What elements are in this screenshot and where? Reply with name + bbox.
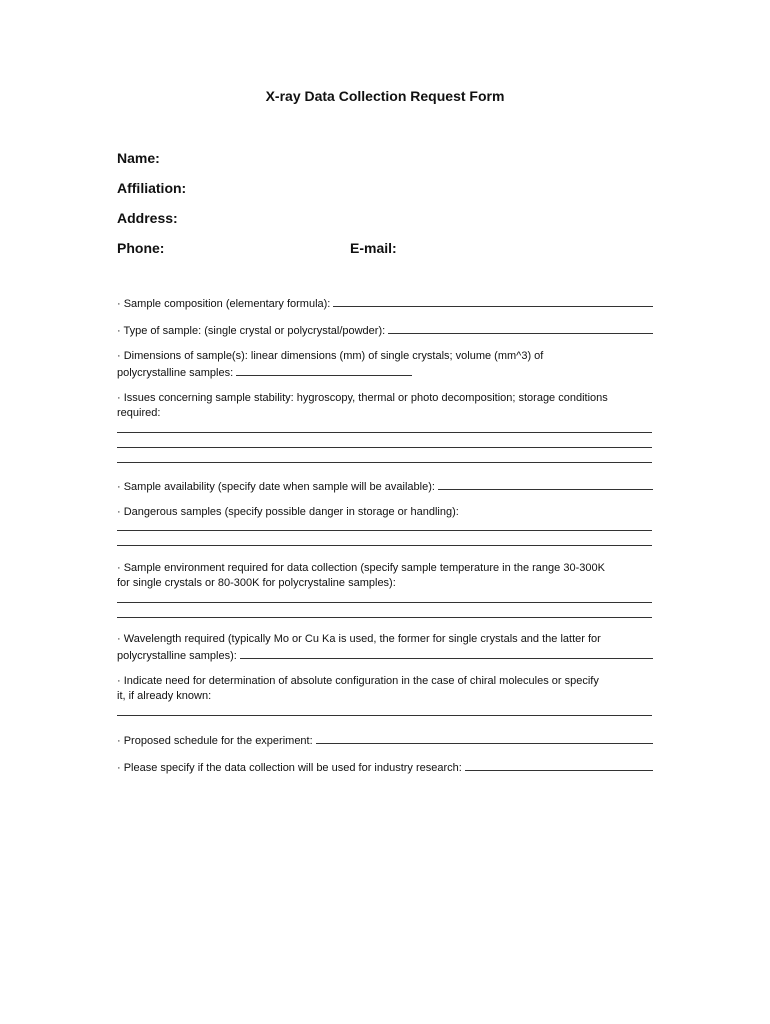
affiliation-label: Affiliation: bbox=[117, 180, 187, 196]
availability-field[interactable] bbox=[438, 478, 653, 490]
stability-question bbox=[117, 391, 653, 421]
dimensions-label-line2: polycrystalline samples: bbox=[117, 367, 234, 379]
dimensions-question bbox=[117, 349, 653, 381]
availability-question bbox=[117, 478, 653, 495]
schedule-question bbox=[117, 732, 653, 749]
wavelength-label-line1: · Wavelength required (typically Mo or Cu Ka is used, the former for single crystals and the latter for bbox=[117, 633, 601, 645]
environment-label-line2: for single crystals or 80-300K for polycrystaline samples): bbox=[117, 577, 396, 589]
environment-field-line2[interactable] bbox=[117, 617, 652, 618]
environment-question bbox=[117, 561, 653, 591]
stability-field-line3[interactable] bbox=[117, 462, 652, 463]
chiral-label-line1: · Indicate need for determination of absolute configuration in the case of chiral molecules or specify bbox=[117, 675, 599, 687]
composition-field[interactable] bbox=[333, 295, 653, 307]
chiral-question bbox=[117, 674, 653, 704]
chiral-label-line2: it, if already known: bbox=[117, 690, 212, 702]
dangerous-field-line2[interactable] bbox=[117, 545, 652, 546]
industry-field[interactable] bbox=[465, 759, 653, 771]
stability-field-line1[interactable] bbox=[117, 432, 652, 433]
name-label: Name: bbox=[117, 150, 160, 166]
phone-label: Phone: bbox=[117, 240, 165, 256]
sample-type-question bbox=[117, 322, 653, 339]
composition-question bbox=[117, 295, 653, 312]
stability-label-line1: · Issues concerning sample stability: hygroscopy, thermal or photo decomposition; storage conditions bbox=[117, 392, 608, 404]
environment-label-line1: · Sample environment required for data collection (specify sample temperature in the range 30-300K bbox=[117, 562, 605, 574]
dangerous-label: · Dangerous samples (specify possible danger in storage or handling): bbox=[117, 506, 459, 518]
stability-label-line2: required: bbox=[117, 407, 161, 419]
availability-label: · Sample availability (specify date when sample will be available): bbox=[117, 481, 435, 493]
dangerous-question bbox=[117, 505, 653, 520]
dangerous-field-line1[interactable] bbox=[117, 530, 652, 531]
wavelength-label-line2: polycrystalline samples): bbox=[117, 650, 237, 662]
composition-label: · Sample composition (elementary formula): bbox=[117, 298, 331, 310]
wavelength-field[interactable] bbox=[240, 647, 653, 659]
address-label: Address: bbox=[117, 210, 178, 226]
email-label: E-mail: bbox=[350, 240, 397, 256]
chiral-field-line1[interactable] bbox=[117, 715, 652, 716]
form-title: X-ray Data Collection Request Form bbox=[265, 88, 505, 104]
schedule-field[interactable] bbox=[316, 732, 653, 744]
schedule-label: · Proposed schedule for the experiment: bbox=[117, 735, 313, 747]
sample-type-label: · Type of sample: (single crystal or polycrystal/powder): bbox=[117, 325, 386, 337]
dimensions-field[interactable] bbox=[236, 364, 412, 376]
sample-type-field[interactable] bbox=[388, 322, 653, 334]
dimensions-label-line1: · Dimensions of sample(s): linear dimensions (mm) of single crystals; volume (mm^3) of bbox=[117, 350, 544, 362]
wavelength-question bbox=[117, 632, 653, 664]
stability-field-line2[interactable] bbox=[117, 447, 652, 448]
industry-label: · Please specify if the data collection will be used for industry research: bbox=[117, 762, 462, 774]
industry-question bbox=[117, 759, 653, 776]
environment-field-line1[interactable] bbox=[117, 602, 652, 603]
